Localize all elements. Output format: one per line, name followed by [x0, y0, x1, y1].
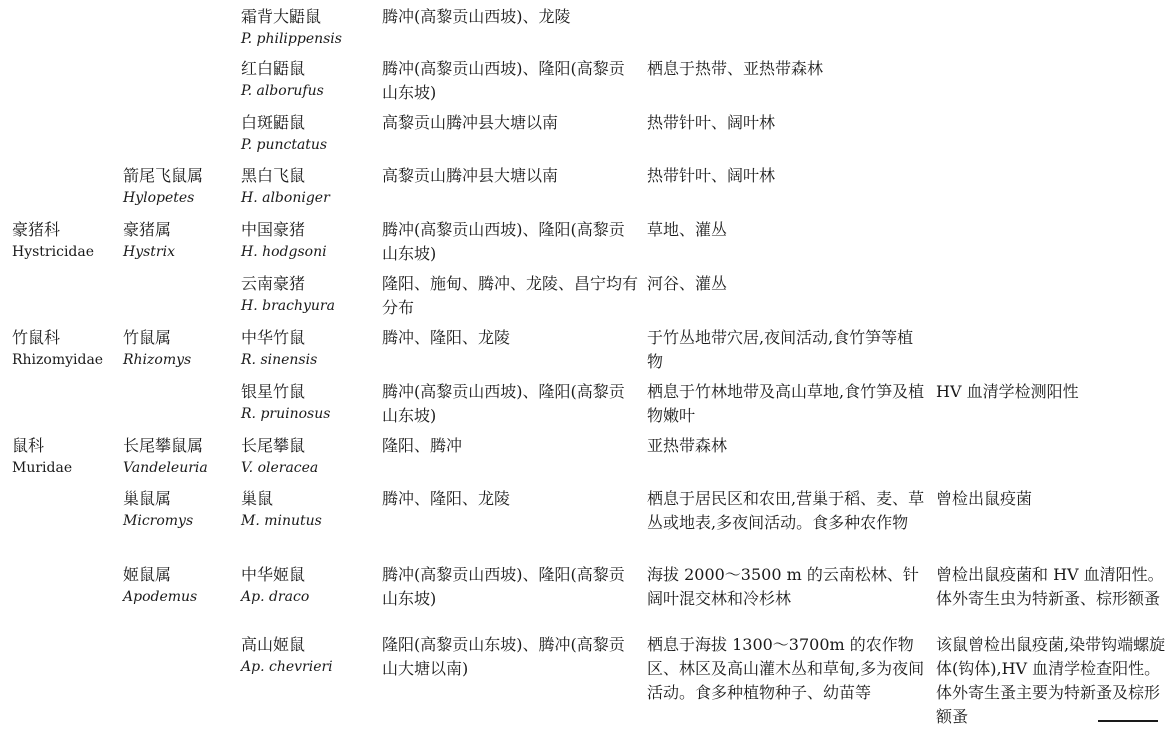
distribution-cell: 隆阳、施甸、腾冲、龙陵、昌宁均有分布 [382, 274, 639, 317]
genus-latin: Hylopetes [123, 190, 195, 206]
species-cell [241, 380, 376, 424]
genus-cell [123, 487, 235, 531]
species-latin: R. pruinosus [241, 406, 331, 422]
habitat-cell: 栖息于居民区和农田,营巢于稻、麦、草丛或地表,多夜间活动。食多种农作物 [647, 489, 925, 532]
habitat-cell: 栖息于海拔 1300～3700m 的农作物区、林区及高山灌木丛和草甸,多为夜间活动。食多种植物种子、幼苗等 [647, 635, 925, 702]
species-latin: R. sinensis [241, 352, 318, 368]
genus-cell [123, 218, 235, 262]
species-name: 中华姬鼠 [241, 565, 306, 584]
habitat-cell: 亚热带森林 [647, 436, 728, 455]
family-cell [12, 218, 117, 262]
species-cell [241, 111, 376, 155]
species-cell [241, 57, 376, 101]
genus-name: 巢鼠属 [123, 489, 172, 508]
distribution-cell: 高黎贡山腾冲县大塘以南 [382, 166, 559, 185]
habitat-cell: 草地、灌丛 [647, 220, 728, 239]
species-latin: P. punctatus [241, 137, 328, 153]
species-latin: Ap. chevrieri [241, 659, 333, 675]
genus-latin: Rhizomys [123, 352, 192, 368]
distribution-cell: 高黎贡山腾冲县大塘以南 [382, 113, 559, 132]
genus-cell [123, 434, 235, 478]
family-latin: Rhizomyidae [12, 352, 104, 368]
distribution-cell: 隆阳、腾冲 [382, 436, 463, 455]
species-cell [241, 218, 376, 262]
habitat-cell: 热带针叶、阔叶林 [647, 113, 776, 132]
species-latin: M. minutus [241, 513, 322, 529]
distribution-cell: 腾冲(高黎贡山西坡)、隆阳(高黎贡山东坡) [382, 382, 625, 425]
species-cell [241, 633, 376, 677]
distribution-cell: 腾冲(高黎贡山西坡)、龙陵 [382, 7, 571, 26]
genus-name: 长尾攀鼠属 [123, 436, 204, 455]
family-latin: Hystricidae [12, 244, 95, 260]
species-cell [241, 326, 376, 370]
species-name: 黑白飞鼠 [241, 166, 306, 185]
species-cell [241, 164, 376, 208]
habitat-cell: 于竹丛地带穴居,夜间活动,食竹笋等植物 [647, 328, 914, 371]
species-latin: H. brachyura [241, 298, 335, 314]
distribution-cell: 隆阳(高黎贡山东坡)、腾冲(高黎贡山大塘以南) [382, 635, 625, 678]
notes-cell: 该鼠曾检出鼠疫菌,染带钩端螺旋体(钩体),HV 血清学检查阳性。体外寄生蚤主要为特新蚤及棕形额蚤 [936, 635, 1166, 726]
genus-name: 箭尾飞鼠属 [123, 166, 204, 185]
species-name: 银星竹鼠 [241, 382, 306, 401]
notes-cell: 曾检出鼠疫菌 [936, 489, 1033, 508]
distribution-cell: 腾冲(高黎贡山西坡)、隆阳(高黎贡山东坡) [382, 59, 625, 102]
species-cell [241, 487, 376, 531]
species-name: 霜背大鼯鼠 [241, 7, 322, 26]
genus-name: 姬鼠属 [123, 565, 172, 584]
habitat-cell: 栖息于热带、亚热带森林 [647, 59, 824, 78]
family-name: 鼠科 [12, 436, 45, 455]
family-cell [12, 326, 117, 370]
species-name: 中华竹鼠 [241, 328, 306, 347]
species-name: 白斑鼯鼠 [241, 113, 306, 132]
genus-name: 竹鼠属 [123, 328, 172, 347]
species-name: 高山姬鼠 [241, 635, 306, 654]
genus-cell [123, 563, 235, 607]
family-name: 豪猪科 [12, 220, 61, 239]
family-cell [12, 434, 117, 478]
species-name: 云南豪猪 [241, 274, 306, 293]
distribution-cell: 腾冲、隆阳、龙陵 [382, 328, 511, 347]
family-name: 竹鼠科 [12, 328, 61, 347]
species-latin: P. philippensis [241, 31, 342, 47]
species-cell [241, 272, 376, 316]
species-name: 红白鼯鼠 [241, 59, 306, 78]
species-name: 中国豪猪 [241, 220, 306, 239]
species-latin: H. alboniger [241, 190, 330, 206]
species-name: 长尾攀鼠 [241, 436, 306, 455]
species-cell [241, 5, 376, 49]
genus-cell [123, 164, 235, 208]
species-latin: H. hodgsoni [241, 244, 327, 260]
habitat-cell: 海拔 2000～3500 m 的云南松林、针阔叶混交林和冷杉林 [647, 565, 919, 608]
distribution-cell: 腾冲、隆阳、龙陵 [382, 489, 511, 508]
species-name: 巢鼠 [241, 489, 274, 508]
distribution-cell: 腾冲(高黎贡山西坡)、隆阳(高黎贡山东坡) [382, 220, 625, 263]
species-cell [241, 434, 376, 478]
genus-cell [123, 326, 235, 370]
genus-latin: Micromys [123, 513, 194, 529]
distribution-cell: 腾冲(高黎贡山西坡)、隆阳(高黎贡山东坡) [382, 565, 625, 608]
genus-latin: Hystrix [123, 244, 175, 260]
genus-name: 豪猪属 [123, 220, 172, 239]
habitat-cell: 河谷、灌丛 [647, 274, 728, 293]
habitat-cell: 栖息于竹林地带及高山草地,食竹笋及植物嫩叶 [647, 382, 925, 425]
notes-cell: 曾检出鼠疫菌和 HV 血清阳性。体外寄生虫为特新蚤、棕形额蚤 [936, 565, 1164, 608]
notes-cell: HV 血清学检测阳性 [936, 382, 1079, 401]
genus-latin: Vandeleuria [123, 460, 208, 476]
family-latin: Muridae [12, 460, 73, 476]
habitat-cell: 热带针叶、阔叶林 [647, 166, 776, 185]
genus-latin: Apodemus [123, 589, 198, 605]
table-bottom-rule [1098, 720, 1158, 722]
species-latin: P. alborufus [241, 83, 324, 99]
species-latin: Ap. draco [241, 589, 310, 605]
species-latin: V. oleracea [241, 460, 319, 476]
species-cell [241, 563, 376, 607]
